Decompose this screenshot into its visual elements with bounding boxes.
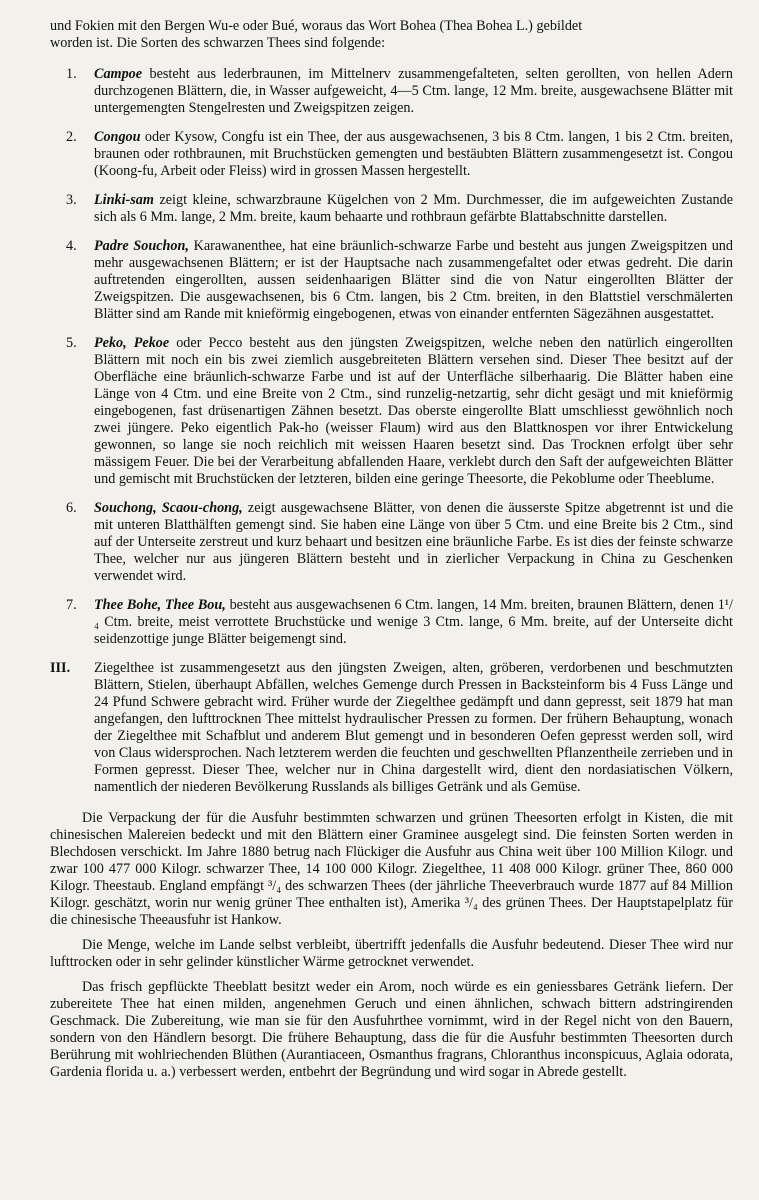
section-ziegelthee <box>50 660 733 796</box>
tea-item <box>50 66 733 117</box>
item-number: 1. <box>66 66 77 82</box>
item-term: Peko, Pekoe <box>94 335 170 351</box>
item-term: Thee Bohe, Thee Bou, <box>94 597 226 613</box>
tea-item <box>50 335 733 488</box>
item-number: 7. <box>66 597 77 613</box>
section-text: Ziegelthee ist zusammengesetzt aus den jüngsten Zweigen, alten, gröberen, verdorbenen und beschmutzten Blättern, Stielen, überhaupt Abfällen, welches Gemenge durch Pressen in Backsteinform bis 4 Fuss Länge und 24 Pfund Schwere gebracht wird. Früher wurde der Ziegelthee gedämpft und dann gepresst, seit 1879 hat man angefangen, den lufttrocknen Thee mittelst hydraulischer Pressen zu formen. Der frühern Behauptung, wonach der Ziegelthee mit Schafblut und anderem Blut gemengt und in besonderen Oefen gepresst werden soll, wird von Claus widersprochen. Nach letzterem werden die feuchten und geschwellten Pflanzentheile zerrieben und in Formen gepresst. Dieser Thee, welcher nur in China dargestellt wird, dient den nordasiatischen Völkern, namentlich der niederen Bevölkerung Russlands als billiges Getränk und als Gemüse. <box>94 660 733 795</box>
intro-text <box>50 18 733 52</box>
tea-item <box>50 192 733 226</box>
item-number: 6. <box>66 500 77 516</box>
item-text: besteht aus ausgewachsenen 6 Ctm. langen, 14 Mm. breiten, braunen Blättern, denen 1¹/₄ Ctm. breite, meist verrottete Bruchstücke und wenige 3 Ctm. lange, 6 Mm. breite, auf der Unterseite dicht seidenzottige junge Blätter beigemengt sind. <box>94 597 733 647</box>
item-text: Karawanenthee, hat eine bräunlich-schwarze Farbe und besteht aus jungen Zweigspitzen und mehr ausgewachsenen Blättern; er ist der Hauptsache nach zusammengefaltet oder etwas gedreht. Die darin auftretenden eingerollten, aussen seidenhaarigen Blätter sind die von Natur eingerollten Blätter der Zweigspitzen. Die ausgewachsenen, bis 6 Ctm. langen, bis 2 Ctm. breiten, in den Blattstiel verschmälerten Blätter sind am Rande mit knieförmig eingebogenen, etwas von einander entfernten Sägezähnen ausgestattet. <box>94 238 733 322</box>
intro-line: und Fokien mit den Bergen Wu-e oder Bué, woraus das Wort Bohea (Thea Bohea L.) gebildet <box>50 18 583 34</box>
paragraph: Das frisch gepflückte Theeblatt besitzt weder ein Arom, noch würde es ein geniessbares Getränk liefern. Der zubereitete Thee hat einen milden, angenehmen Geruch und einen ähnlichen, schwach bittern adstringirenden Geschmack. Die Zubereitung, wie man sie für den Ausfuhrthee vornimmt, wird in der Regel nicht von den Bauern, sondern von den Händlern besorgt. Die frühere Behauptung, dass die für die Ausfuhr bestimmten Theesorten durch Berührung mit wohlriechenden Blüthen (Aurantiaceen, Osmanthus fragrans, Chloranthus inconspicuus, Aglaia odorata, Gardenia florida u. a.) verbessert werden, entbehrt der Begründung und wird sogar in Abrede gestellt. <box>50 979 733 1080</box>
paragraph: Die Verpackung der für die Ausfuhr bestimmten schwarzen und grünen Theesorten erfolgt in Kisten, die mit chinesischen Malereien bedeckt und mit den Blättern einer Graminee ausgelegt sind. Die feinsten Sorten werden in Blechdosen verschickt. Im Jahre 1880 betrug nach Flückiger die Ausfuhr aus China weit über 100 Million Kilogr. und zwar 100 477 000 Kilogr. schwarzer Thee, 14 100 000 Kilogr. Ziegelthee, 11 408 000 Kilogr. grüner Thee, 860 000 Kilogr. Theestaub. England empfängt ³/₄ des schwarzen Thees (der jährliche Theeverbrauch wurde 1877 auf 84 Million Kilogr. geschätzt, worin nur wenig grüner Thee enthalten ist), Amerika ³/₄ des grünen Thees. Der Hauptstapelplatz für die chinesische Theeausfuhr ist Hankow. <box>50 810 733 928</box>
item-number: 4. <box>66 238 77 254</box>
item-text: zeigt kleine, schwarzbraune Kügelchen von 2 Mm. Durchmesser, die im aufgeweichten Zustande sich als 6 Mm. lange, 2 Mm. breite, kaum behaarte und rothbraun gefärbte Blattabschnitte darstellen. <box>94 192 733 225</box>
item-number: 3. <box>66 192 77 208</box>
tea-item <box>50 129 733 180</box>
paragraph: Die Menge, welche im Lande selbst verbleibt, übertrifft jedenfalls die Ausfuhr bedeutend. Dieser Thee wird nur lufttrocken oder in sehr gelinder künstlicher Wärme getrocknet verwendet. <box>50 937 733 970</box>
item-text: oder Kysow, Congfu ist ein Thee, der aus ausgewachsenen, 3 bis 8 Ctm. langen, 1 bis 2 Ctm. breiten, braunen oder rothbraunen, mit Bruchstücken gemengten und bestäubten Blättern zusammengesetzt ist. Congou (Koong-fu, Arbeit oder Fleiss) wird in grossen Massen hergestellt. <box>94 129 733 179</box>
item-term: Campoe <box>94 66 143 82</box>
item-term: Congou <box>94 129 141 145</box>
item-text: zeigt ausgewachsene Blätter, von denen die äusserste Spitze abgetrennt ist und die mit unteren Blatthälften gemengt sind. Sie haben eine Länge von über 5 Ctm. und eine Breite bis 2 Ctm., sind auf der Unterseite zerstreut und kurz behaart und besitzen eine bräunliche Farbe. Es ist dies der feinste schwarze Thee, welcher nur aus jüngeren Blättern besteht und in zierlicher Verpackung in China zu Geschenken verwendet wird. <box>94 500 733 584</box>
item-text: oder Pecco besteht aus den jüngsten Zweigspitzen, welche neben den natürlich eingerollten Blättern mit noch ein bis zwei ziemlich ausgebreiteten Blättern versehen sind. Dieser Thee besitzt auf der Oberfläche eine bräunlich-schwarze Farbe und ist auf der Unterfläche silberhaarig. Die Blätter haben eine Länge von 4 Ctm. und eine Breite von 2 Ctm., sind runzelig-netzartig, sehr dicht gesägt und mit knieförmig eingebogenen, fast drüsenartigen Zähnen besetzt. Das oberste eingerollte Blatt umschliesst gewöhnlich noch zwei jüngere. Peko eigentlich Pak-ho (weisser Flaum) wird aus den Blattknospen vor ihrer Entwickelung gewonnen, so lange sie noch reichlich mit weissen Haaren besetzt sind. Das Trocknen erfolgt über sehr mässigem Feuer. Die bei der Verarbeitung abfallenden Haare, verklebt durch den Saft der aufgeweichten Blätter und gemischt mit Bruchstücken der letzteren, bilden eine geringe Theesorte, die Pekoblume oder Theeblume. <box>94 335 733 487</box>
intro-line: worden ist. Die Sorten des schwarzen Thees sind folgende: <box>50 35 386 51</box>
tea-item <box>50 500 733 585</box>
item-term: Souchong, Scaou-chong, <box>94 500 243 516</box>
item-text: besteht aus lederbraunen, im Mittelnerv zusammengefalteten, selten gerollten, von hellen Adern durchzogenen Blättern, die, in Wasser aufgeweicht, 4—5 Ctm. lange, 12 Mm. breite, ausgewachsene Blätter mit untergemengten Stengelresten und Zweigspitzen zeigen. <box>94 66 733 116</box>
section-number: III. <box>50 660 71 676</box>
item-number: 5. <box>66 335 77 351</box>
item-term: Linki-sam <box>94 192 154 208</box>
tea-item <box>50 597 733 648</box>
tea-item <box>50 238 733 323</box>
item-number: 2. <box>66 129 77 145</box>
item-term: Padre Souchon, <box>94 238 189 254</box>
